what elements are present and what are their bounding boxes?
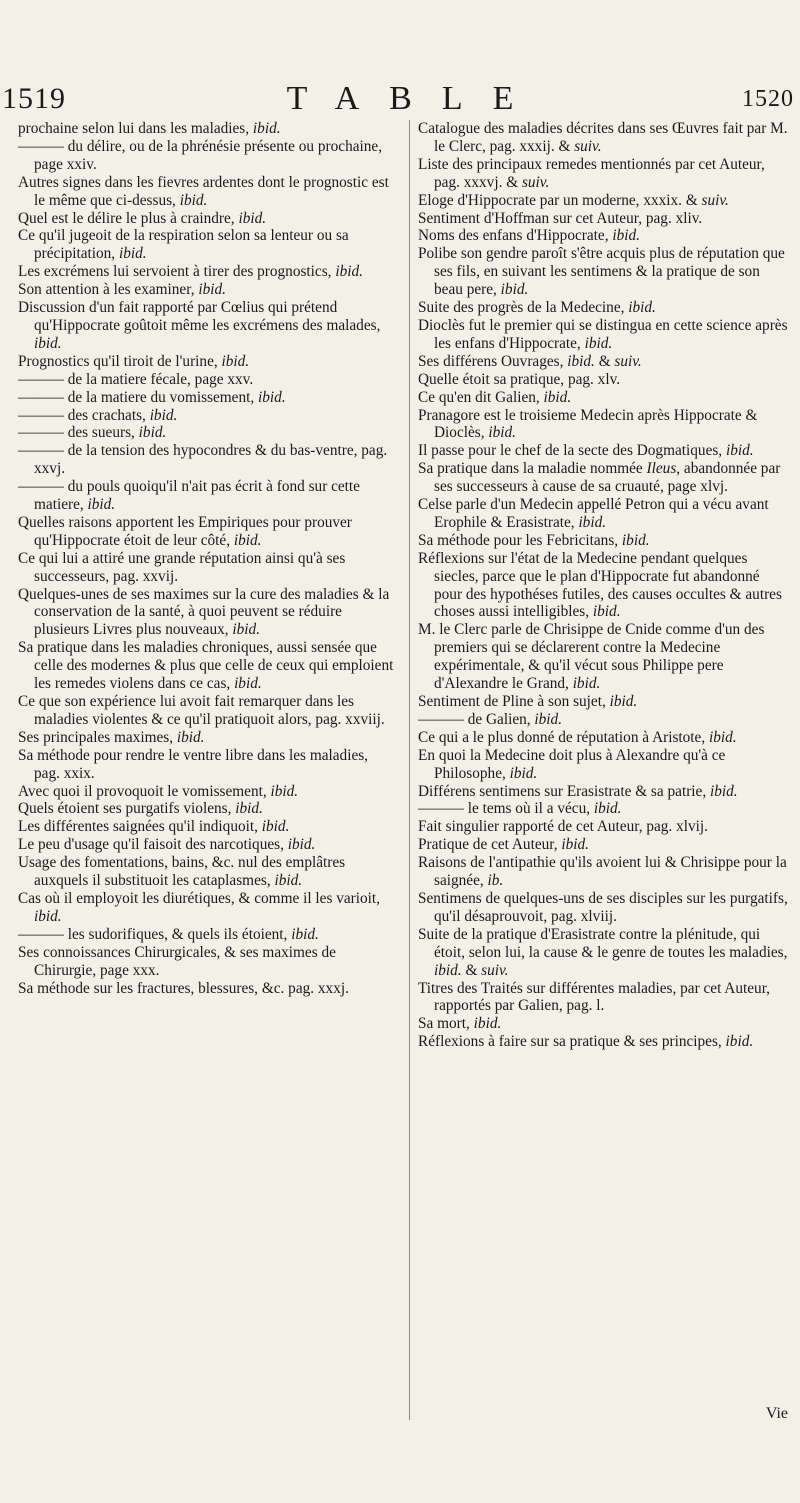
index-entry: ——— des crachats, ibid. bbox=[18, 406, 178, 424]
index-entry: Dioclès fut le premier qui se distingua en cette science après les enfans d'Hippocrate, ibid. bbox=[418, 316, 788, 352]
index-entry: Les excrémens lui servoient à tirer des prognostics, ibid. bbox=[18, 263, 363, 281]
index-entry: M. le Clerc parle de Chrisippe de Cnide comme d'un des premiers qui se déclarerent contre la Medecine expérimentale, & qu'il vécut sous Philippe pere d'Alexandre le Grand, ibid. bbox=[418, 621, 765, 693]
left-column bbox=[18, 120, 396, 997]
index-entry: Avec quoi il provoquoit le vomissement, ibid. bbox=[18, 782, 299, 800]
index-entry: ——— de Galien, ibid. bbox=[418, 710, 563, 728]
column-divider bbox=[409, 120, 410, 1420]
index-entry: Ce qui lui a attiré une grande réputation ainsi qu'à ses successeurs, pag. xxvij. bbox=[18, 549, 346, 585]
index-entry: Les différentes saignées qu'il indiquoit, ibid. bbox=[18, 818, 290, 836]
index-entry: Pratique de cet Auteur, ibid. bbox=[418, 836, 590, 854]
index-entry: Sentiment de Pline à son sujet, ibid. bbox=[418, 693, 638, 710]
index-entry: Ses principales maximes, ibid. bbox=[18, 728, 205, 746]
index-entry: En quoi la Medecine doit plus à Alexandre qu'à ce Philosophe, ibid. bbox=[418, 746, 726, 782]
index-entry: Son attention à les examiner, ibid. bbox=[18, 281, 226, 299]
index-entry: Catalogue des maladies décrites dans ses Œuvres fait par M. le Clerc, pag. xxxij. & suiv. bbox=[418, 120, 788, 155]
index-entry: Ce que son expérience lui avoit fait remarquer dans les maladies violentes & ce qu'il pratiquoit alors, pag. xxviij. bbox=[18, 693, 385, 728]
index-entry: ——— du délire, ou de la phrénésie présente ou prochaine, page xxiv. bbox=[18, 137, 383, 173]
index-entry: Suite de la pratique d'Erasistrate contre la plénitude, qui étoit, selon lui, la cause & le genre de toutes les maladies, ibid. & suiv. bbox=[418, 925, 788, 979]
index-entry: Il passe pour le chef de la secte des Dogmatiques, ibid. bbox=[418, 442, 754, 460]
index-entry: Sa méthode pour les Febricitans, ibid. bbox=[418, 531, 650, 549]
index-entry: Sa pratique dans les maladies chroniques, aussi sensée que celle des modernes & plus que celle de ceux qui emploient les remedes violens dans ce cas, ibid. bbox=[18, 639, 394, 693]
index-entry: Ce qu'en dit Galien, ibid. bbox=[418, 388, 572, 406]
index-entry: Réflexions sur l'état de la Medecine pendant quelques siecles, parce que le plan d'Hippocrate fut abandonné pour des hypothéses futiles, des causes occultes & autres choses aussi intelligibles, ibid. bbox=[418, 549, 782, 621]
index-entry: Quels étoient ses purgatifs violens, ibid. bbox=[18, 800, 263, 818]
index-entry: Ses différens Ouvrages, ibid. & suiv. bbox=[418, 352, 642, 370]
index-entry: ——— du pouls quoiqu'il n'ait pas écrit à fond sur cette matiere, ibid. bbox=[18, 478, 360, 514]
index-entry: Différens sentimens sur Erasistrate & sa patrie, ibid. bbox=[418, 782, 738, 800]
index-entry: ——— de la matiere fécale, page xxv. bbox=[18, 370, 254, 388]
index-entry: Sa pratique dans la maladie nommée Ileus, abandonnée par ses successeurs à cause de sa cruauté, page xlvj. bbox=[418, 460, 781, 496]
index-entry: Quelle étoit sa pratique, pag. xlv. bbox=[418, 370, 621, 388]
index-entry: Réflexions à faire sur sa pratique & ses principes, ibid. bbox=[418, 1033, 754, 1051]
index-entry: Ses connoissances Chirurgicales, & ses maximes de Chirurgie, page xxx. bbox=[18, 943, 336, 979]
left-page-number: 1519 bbox=[2, 82, 66, 115]
index-entry: ——— des sueurs, ibid. bbox=[18, 424, 167, 442]
index-entry: Noms des enfans d'Hippocrate, ibid. bbox=[418, 227, 640, 245]
index-entry: Liste des principaux remedes mentionnés par cet Auteur, pag. xxxvj. & suiv. bbox=[418, 155, 765, 191]
index-entry: Eloge d'Hippocrate par un moderne, xxxix. & suiv. bbox=[418, 191, 729, 209]
catchword: Vie bbox=[765, 1405, 788, 1422]
index-entry: ——— les sudorifiques, & quels ils étoient, ibid. bbox=[18, 925, 319, 943]
index-entry: Quelles raisons apportent les Empiriques pour prouver qu'Hippocrate étoit de leur côté, ibid. bbox=[18, 513, 352, 549]
right-column bbox=[418, 120, 788, 1051]
index-entry: Sentiment d'Hoffman sur cet Auteur, pag. xliv. bbox=[418, 209, 703, 227]
index-entry: Sa mort, ibid. bbox=[418, 1015, 502, 1033]
index-entry: Pranagore est le troisieme Medecin après Hippocrate & Dioclès, ibid. bbox=[418, 406, 758, 442]
index-entry: Cas où il employoit les diurétiques, & comme il les varioit, ibid. bbox=[18, 889, 380, 925]
index-entry: Quel est le délire le plus à craindre, ibid. bbox=[18, 209, 267, 227]
right-page-number: 1520 bbox=[742, 86, 794, 112]
index-entry: ——— le tems où il a vécu, ibid. bbox=[418, 800, 622, 818]
index-entry: Raisons de l'antipathie qu'ils avoient lui & Chrisippe pour la saignée, ib. bbox=[418, 854, 787, 890]
index-entry: Discussion d'un fait rapporté par Cœlius qui prétend qu'Hippocrate goûtoit même les excrémens des malades, ibid. bbox=[18, 299, 381, 352]
index-entry: Celse parle d'un Medecin appellé Petron qui a vécu avant Erophile & Erasistrate, ibid. bbox=[418, 496, 769, 531]
page-header bbox=[0, 82, 800, 122]
index-entry: Suite des progrès de la Medecine, ibid. bbox=[418, 299, 656, 317]
index-entry: Titres des Traités sur différentes maladies, par cet Auteur, rapportés par Galien, pag. l. bbox=[418, 979, 770, 1015]
index-entry: Prognostics qu'il tiroit de l'urine, ibid. bbox=[18, 352, 250, 370]
index-entry: Sa méthode sur les fractures, blessures, &c. pag. xxxj. bbox=[18, 979, 349, 997]
index-entry: prochaine selon lui dans les maladies, ibid. bbox=[18, 120, 281, 137]
index-entry: Ce qui a le plus donné de réputation à Aristote, ibid. bbox=[418, 728, 737, 746]
index-entry: Quelques-unes de ses maximes sur la cure des maladies & la conservation de la santé, à quoi peuvent se réduire plusieurs Livres plus nouveaux, ibid. bbox=[18, 585, 390, 639]
index-entry: ——— de la tension des hypocondres & du bas-ventre, pag. xxvj. bbox=[18, 442, 388, 478]
index-entry: Le peu d'usage qu'il faisoit des narcotiques, ibid. bbox=[18, 836, 316, 854]
index-entry: ——— de la matiere du vomissement, ibid. bbox=[18, 388, 286, 406]
running-title: TABLE bbox=[286, 80, 544, 117]
index-entry: Polibe son gendre paroît s'être acquis plus de réputation que ses fils, en suivant les sentimens & la pratique de son beau pere, ibid. bbox=[418, 245, 785, 299]
index-entry: Sa méthode pour rendre le ventre libre dans les maladies, pag. xxix. bbox=[18, 746, 369, 782]
index-entry: Fait singulier rapporté de cet Auteur, pag. xlvij. bbox=[418, 818, 708, 836]
index-entry: Sentimens de quelques-uns de ses disciples sur les purgatifs, qu'il désaprouvoit, pag. xlviij. bbox=[418, 889, 788, 925]
index-entry: Usage des fomentations, bains, &c. nul des emplâtres auxquels il substituoit les cataplasmes, ibid. bbox=[18, 854, 346, 890]
index-entry: Ce qu'il jugeoit de la respiration selon sa lenteur ou sa précipitation, ibid. bbox=[18, 227, 349, 263]
index-entry: Autres signes dans les fievres ardentes dont le prognostic est le même que ci-dessus, ibid. bbox=[18, 173, 389, 209]
